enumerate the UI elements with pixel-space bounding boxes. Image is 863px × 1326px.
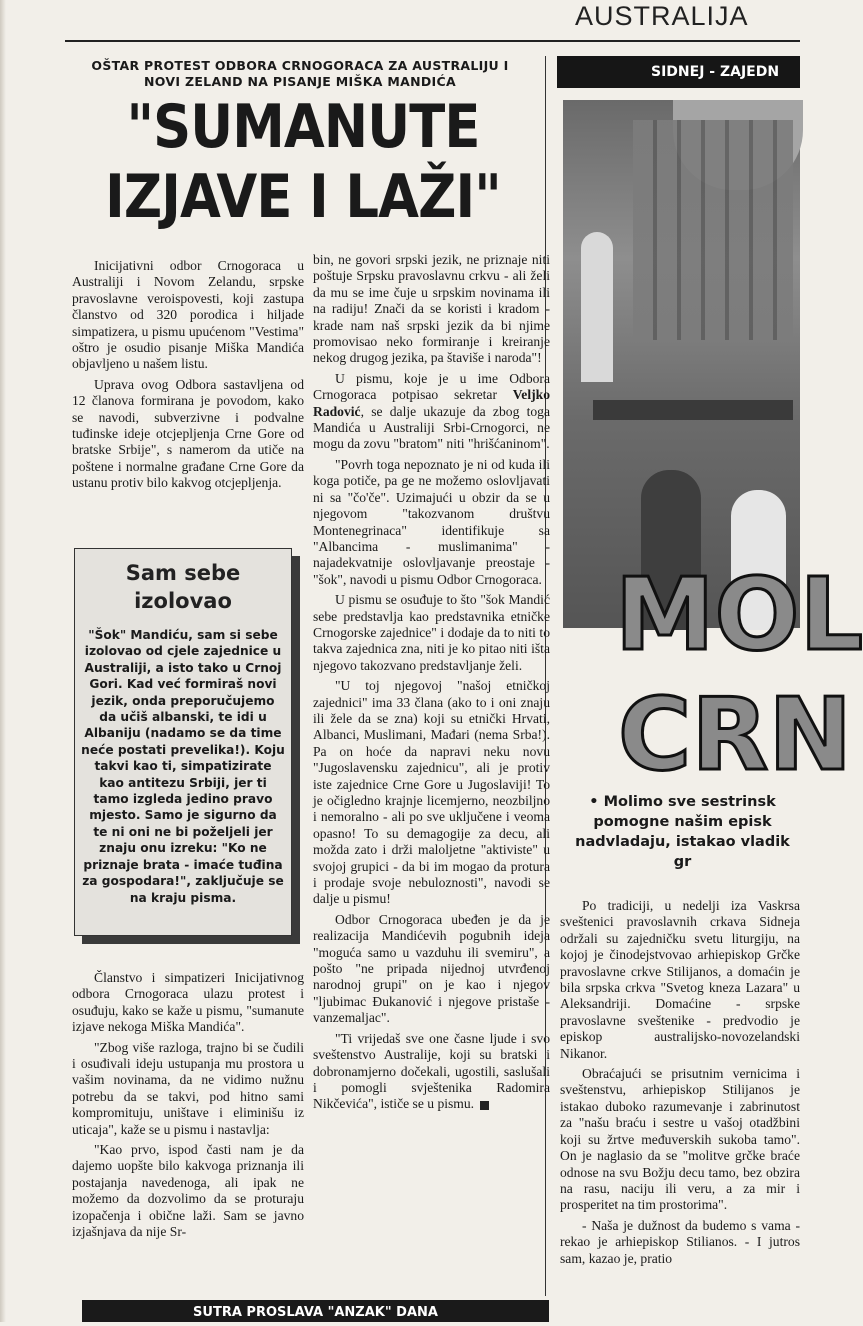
photo-window-shape [581,232,613,382]
subheading-line: pomogne našim episk [593,814,772,830]
box-body: "Šok" Mandiću, sam si sebe izolovao od cjele zajednice u Australiji, a isto tako u Crnoj Gori. Kad već formiraš novi jezik, onda preporučujemo da učiš albanski, te idi u Albaniju (nadamo se da time neće postati prevelika!). Koju takvi kao ti, simpatizirate kao antitezu Srbiji, jer ti tamo izgleda jedino pravo mjesto. Samo je sigurno da te ni oni ne bi poželjeli jer znaju onu izreku: "Ko ne priznaje brata - imaće tuđina za gospodara!", zaključuje se na kraju pisma. [81,628,285,905]
article-column-2 [313,252,550,1117]
paragraph [313,1031,550,1113]
article-headline [96,92,510,232]
bottom-story-band: SUTRA PROSLAVA "ANZAK" DANA [82,1300,549,1322]
headline-line-2: IZJAVE I LAŽI" [105,162,501,232]
church-photo [563,100,800,628]
paragraph-text: U pismu, koje je u ime Odbora Crnogoraca potpisao sekretar [313,370,550,403]
right-story-column [560,898,800,1271]
subheading-line: gr [673,854,692,870]
page-fold-shadow [0,0,6,1322]
right-story-band: SIDNEJ - ZAJEDN [557,56,800,88]
paragraph: Članstvo i simpatizeri Inicijativnog odbora Crnogoraca ulazu protest i osuđuju, kako se kaže u pismu, "sumanute izjave nekoga Miška Mandića". [72,970,304,1035]
section-label: AUSTRALIJA [575,1,749,31]
box-title-line-2: izolovao [134,589,232,613]
subheading-line: • Molimo sve sestrinsk [589,794,776,810]
box-title-line-1: Sam sebe [125,561,241,585]
paragraph: Po tradiciji, u nedelji iza Vaskrsa sveštenici pravoslavnih crkava Sidneja održali su zajedničku svetu liturgiju, na kojoj je činodejstvovao arhiepiskop Grčke pravoslavne crkve Stilijanos, a domaćin je bila srpska crkva "Svetog kneza Lazara" u Aleksandriji. Domaćine - srpske pravoslavne sveštenike - predvodio je episkop australijsko-novozelandski Nikanor. [560,898,800,1061]
paragraph: "Povrh toga nepoznato je ni od kuda ili koga potiče, pa ge ne možemo oslovljavati ni sa "čo'če". Uzimajući u obzir da se u njegovom "takozvanom društvu Montenegrinaca" identifikuje sa "Albancima - muslimanima" - najadekvatnije oslovljavanje preostaje - "šok", navodi u pismu Odbor Crnogoraca. [313,456,550,587]
secretary-name: Veljko Radović [313,387,550,419]
right-story-subheading [565,792,800,872]
paragraph: bin, ne govori srpski jezik, ne priznaje niti poštuje Srpsku pravoslavnu crkvu - ali želi da mu se ime čuje u srpskim novinama ili na radiju! Znači da se koristi i kradom - krade nam naš srpski jezik da bi njime promovisao neko formiranje i kreiranje nekog drugog jezika, pa štaviše i naroda"! [313,252,550,366]
sidebar-box [74,548,292,936]
paragraph: Uprava ovog Odbora sastavljena od 12 članova formirana je povodom, kako se navodi, subverzivne i podvalne tuđinske ideje otcjepljenja Crne Gore od bratske Srbije", s namerom da utiče na poštene i normalne građane Crne Gore da ustanu protiv bilo kakvog otcjepljenja. [72,376,304,491]
paragraph [313,371,550,453]
paragraph: "U toj njegovoj "našoj etničkoj zajednici" ima 33 člana (ako to i oni znaju ili žele da se zna) koji su etnički Hrvati, Albanci, Muslimani, Mađari (nema Srba!). Pa on hoće da napravi neku novu "Jugoslavensku zajednicu", ali je protiv iste zajednice Crne Gore u Jugoslaviji! To je očigledno krajnje licemjerno, neozbiljno i nemoralno - ali po sve uključene i veoma opasno! To su demagogije za decu, ali možda zato i drži maloljetne "aktiviste" u svojoj grupici - da bi im mogao da protura i prodaje svoje nebuloznosti", navodi se dalje u pismu! [313,678,550,907]
top-rule [65,40,800,42]
paragraph-text: , se dalje ukazuje da zbog toga Mandića u Australiji Srbi-Crnogorci, ne mogu da zovu "bratom" niti "hrišćaninom". [313,403,550,452]
article-kicker: OŠTAR PROTEST ODBORA CRNOGORACA ZA AUSTRALIJU I NOVI ZELAND NA PISANJE MIŠKA MANDIĆA [91,58,509,89]
right-headline-line-1: MOL [615,556,863,673]
paragraph: "Kao prvo, ispod časti nam je da dajemo uopšte bilo kakvoga priznanja ili postajanja navedenoga, ali ipak ne možemo da dozvolimo da se proturaju izopačenja i obične laži. Sam se javno izjašnjava da nije Sr- [72,1142,304,1240]
right-headline-line-2: CRN [618,676,853,793]
box-title [81,559,285,615]
photo-iconostasis-shape [633,120,793,340]
paragraph: - Naša je dužnost da budemo s vama - rekao je arhiepiskop Stilianos. - I jutros sam, kazao je, pratio [560,1217,800,1266]
paragraph: "Zbog više razloga, trajno bi se čudili i osuđivali ideju ustupanja mu prostora u vašim novinama, da ne vidimo nužnu potrebu da se takvi, pod hitno sami kompromituju, uništave i eliminišu iz uticaja", kaže se u pismu i nastavlja: [72,1039,304,1137]
article-column-1-continued [72,970,304,1245]
paragraph: Inicijativni odbor Crnogoraca u Australiji i Novom Zelandu, srpske pravoslavne veroispovesti, koji zastupa članstvo od 320 porodica i hiljade simpatizera, u pismu upućenom "Vestima" oštro je osudio pisanje Miška Mandića objavljeno u našem listu. [72,258,304,372]
photo-altar-shape [593,400,793,420]
article-column-1 [72,258,304,496]
headline-line-1: "SUMANUTE [126,92,480,162]
paragraph: Odbor Crnogoraca ubeđen je da je realizacija Mandićevih pogubnih ideja "moguća samo u vazduhu ili svemiru", a pošto "ne pripada nijednoj utvrđenoj narodnoj grupi" on je kao i njegov "ljubimac Đukanović i njegove pristaše - vanzemaljac". [313,911,550,1026]
subheading-line: nadvladaju, istakao vladik [575,834,790,850]
paragraph-text: "Ti vrijedaš sve one časne ljude i svo sveštenstvo Australije, koji su bratski i dobronamjerno dočekali, ugostili, saslušali i pomogli svještenika Radomira Nikčevića", ističe se u pismu. [313,1030,550,1112]
paragraph: Obraćajući se prisutnim vernicima i sveštenstvu, arhiepiskop Stilijanos je istakao duboko razumevanje i zabrinutost za "našu braću i sestre u vašoj otadžbini koji su žrtve međuverskih sukoba tamo". On je naglasio da se "molitve grčke braće odnose na svu Božju decu tamo, bez obzira na rasu, naciju ili veru, a za mir i prosperitet na tim prostorima". [560,1066,800,1213]
end-of-article-square-icon [480,1101,489,1110]
paragraph: U pismu se osuđuje to što "šok Mandić sebe predstavlja kao predstavnika etničke Crnogorske zajednice" i dodaje da to niti to takva zajednica zna, niti je ko pitao niti išta njegovo takozvano predstavljanje želi. [313,592,550,673]
